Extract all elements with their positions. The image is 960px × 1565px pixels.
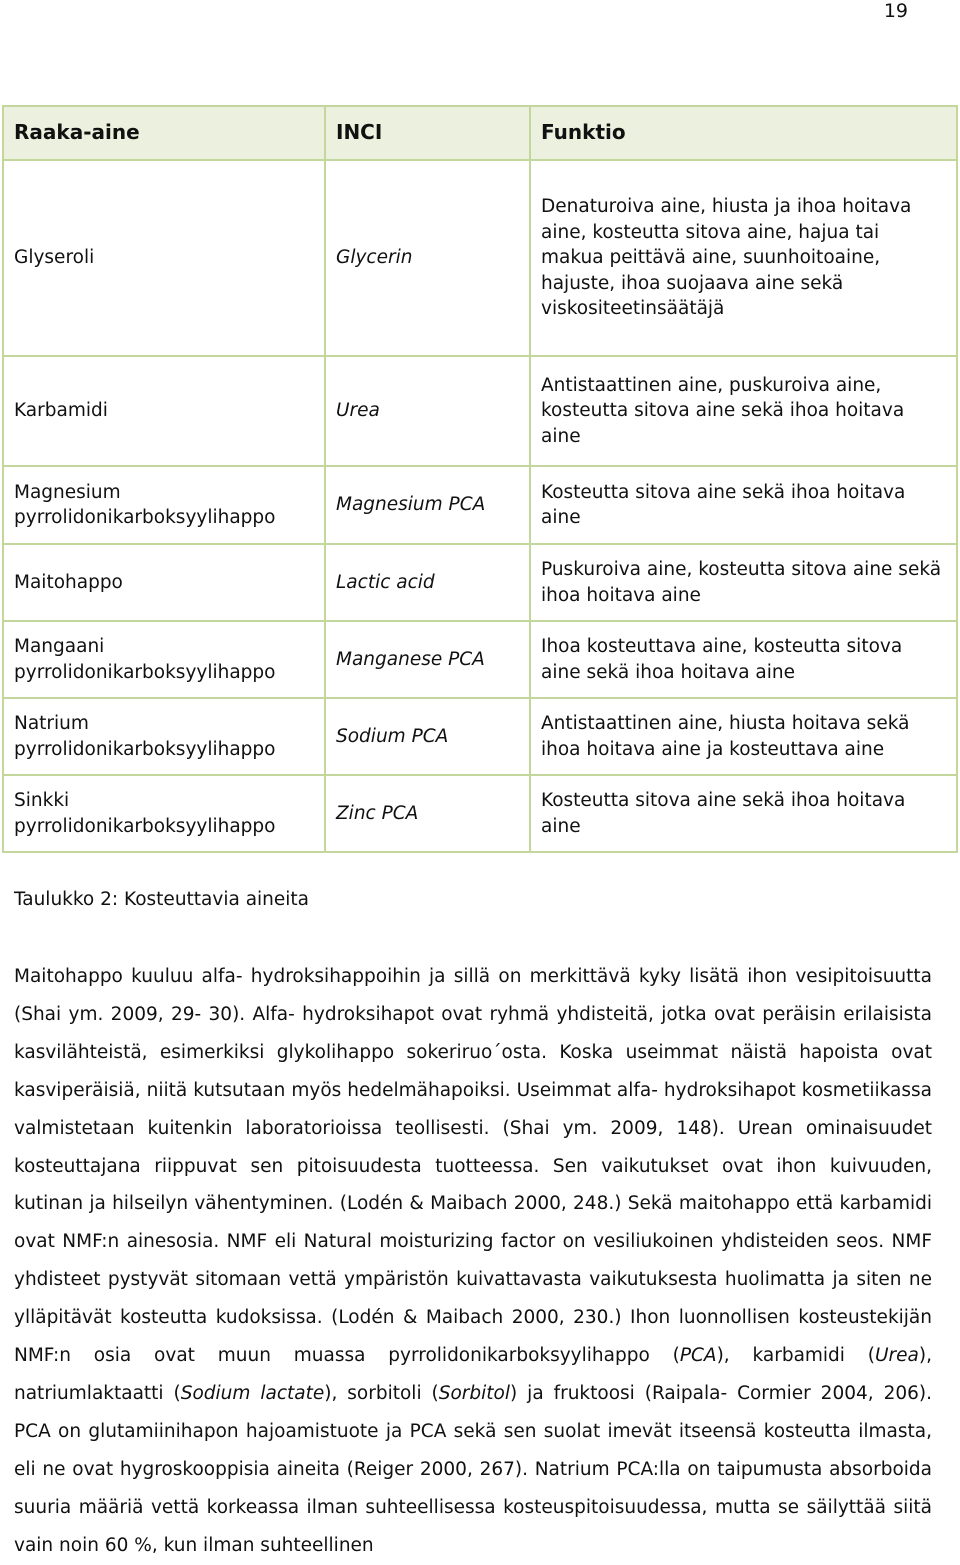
page-number: 19 <box>883 0 908 22</box>
cell-function: Ihoa kosteuttava aine, kosteutta sitova aine sekä ihoa hoitava aine <box>530 621 957 698</box>
body-emphasis-urea: Urea <box>875 1345 919 1367</box>
cell-raw-material: Magnesium pyrrolidonikarboksyylihappo <box>3 466 325 544</box>
cell-function: Antistaattinen aine, hiusta hoitava sekä ihoa hoitava aine ja kosteuttava aine <box>530 698 957 775</box>
cell-function: Kosteutta sitova aine sekä ihoa hoitava aine <box>530 466 957 544</box>
body-emphasis-sodium-lactate: Sodium lactate <box>180 1382 325 1404</box>
body-text-run: ), sorbitoli ( <box>324 1382 439 1404</box>
cell-inci: Glycerin <box>325 160 530 356</box>
cell-raw-material: Sinkki pyrrolidonikarboksyylihappo <box>3 775 325 852</box>
cell-raw-material: Natrium pyrrolidonikarboksyylihappo <box>3 698 325 775</box>
ingredients-table <box>2 105 958 853</box>
body-text-run: Maitohappo kuuluu alfa- hydroksihappoihin ja sillä on merkittävä kyky lisätä ihon vesipitoisuutta (Shai ym. 2009, 29- 30). Alfa- hydroksihapot ovat ryhmä yhdisteitä, jotka ovat peräisin erilaisista kasvilähteistä, esimerkiksi glykolihappo sokeriruo´osta. Koska useimmat näistä hapoista ovat kasviperäisiä, niitä kutsutaan myös hedelmähapoiksi. Useimmat alfa- hydroksihapot kosmetiikassa valmistetaan kuitenkin laboratorioissa teollisesti. (Shai ym. 2009, 148). Urean ominaisuudet kosteuttajana riippuvat sen pitoisuudesta tuotteessa. Sen vaikutukset ovat ihon kuivuuden, kutinan ja hilseilyn vähentyminen. (Lodén & Maibach 2000, 248.) Sekä maitohappo että karbamidi ovat NMF:n ainesosia. NMF eli Natural moisturizing factor on vesiliukoinen yhdisteiden seos. NMF yhdisteet pystyvät sitomaan vettä ympäristön kuivattavasta vaikutuksesta huolimatta ja siten ne ylläpitävät kosteutta kudoksissa. (Lodén & Maibach 2000, 230.) Ihon luonnollisen kosteustekijän NMF:n osia ovat muun muassa pyrrolidonikarboksyylihappo ( <box>14 966 932 1367</box>
body-text-run: ) ja fruktoosi (Raipala- Cormier 2004, 206). PCA on glutamiinihapon hajoamistuote ja PCA sekä sen suolat imevät itseensä kosteutta ilmasta, eli ne ovat hygroskooppisia aineita (Reiger 2000, 267). Natrium PCA:lla on taipumusta absorboida suuria määriä vettä korkeassa ilman suhteellisessa kosteuspitoisuudessa, mutta se säilyttää siitä vain noin 60 %, kun ilman suhteellinen <box>14 1382 932 1556</box>
table-row <box>3 466 957 544</box>
table-row <box>3 775 957 852</box>
table-row <box>3 356 957 466</box>
table-header-row <box>3 106 957 160</box>
table-row <box>3 544 957 621</box>
cell-raw-material: Karbamidi <box>3 356 325 466</box>
body-text-run: ), natriumlaktaatti ( <box>14 1345 932 1404</box>
cell-inci: Lactic acid <box>325 544 530 621</box>
cell-raw-material: Maitohappo <box>3 544 325 621</box>
table-row <box>3 160 957 356</box>
cell-raw-material: Mangaani pyrrolidonikarboksyylihappo <box>3 621 325 698</box>
header-raw-material: Raaka-aine <box>3 106 325 160</box>
cell-function: Kosteutta sitova aine sekä ihoa hoitava aine <box>530 775 957 852</box>
cell-inci: Magnesium PCA <box>325 466 530 544</box>
cell-function: Denaturoiva aine, hiusta ja ihoa hoitava aine, kosteutta sitova aine, hajua tai makua peittävä aine, suunhoitoaine, hajuste, ihoa suojaava aine sekä viskositeetinsäätäjä <box>530 160 957 356</box>
table-row <box>3 621 957 698</box>
cell-function: Antistaattinen aine, puskuroiva aine, kosteutta sitova aine sekä ihoa hoitava aine <box>530 356 957 466</box>
body-emphasis-sorbitol: Sorbitol <box>438 1382 511 1404</box>
cell-raw-material: Glyseroli <box>3 160 325 356</box>
cell-inci: Urea <box>325 356 530 466</box>
cell-function: Puskuroiva aine, kosteutta sitova aine sekä ihoa hoitava aine <box>530 544 957 621</box>
table-caption: Taulukko 2: Kosteuttavia aineita <box>14 889 310 910</box>
header-inci: INCI <box>325 106 530 160</box>
body-paragraph <box>14 958 932 1565</box>
table-row <box>3 698 957 775</box>
cell-inci: Zinc PCA <box>325 775 530 852</box>
cell-inci: Manganese PCA <box>325 621 530 698</box>
cell-inci: Sodium PCA <box>325 698 530 775</box>
body-emphasis-pca: PCA <box>679 1345 717 1367</box>
header-function: Funktio <box>530 106 957 160</box>
body-text-run: ), karbamidi ( <box>716 1345 875 1367</box>
